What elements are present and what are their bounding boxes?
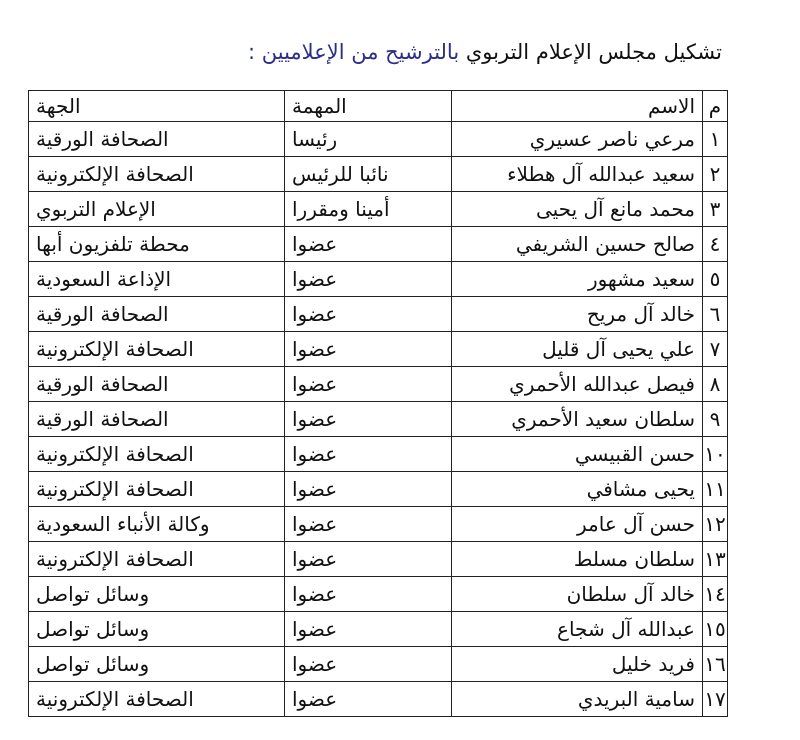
cell-org: الصحافة الإلكترونية bbox=[29, 542, 285, 577]
cell-org: الإعلام التربوي bbox=[29, 192, 285, 227]
table-row bbox=[29, 542, 728, 577]
cell-num: ٤ bbox=[703, 227, 728, 262]
cell-role: أمينا ومقررا bbox=[285, 192, 452, 227]
table-row bbox=[29, 577, 728, 612]
document-title bbox=[248, 40, 722, 64]
cell-role: عضوا bbox=[285, 577, 452, 612]
cell-name: سعيد مشهور bbox=[452, 262, 703, 297]
table-header-row bbox=[29, 91, 728, 122]
cell-name: حسن آل عامر bbox=[452, 507, 703, 542]
cell-num: ٩ bbox=[703, 402, 728, 437]
cell-name: سعيد عبدالله آل هطلاء bbox=[452, 157, 703, 192]
header-name: الاسم bbox=[452, 91, 703, 122]
cell-org: الصحافة الورقية bbox=[29, 402, 285, 437]
cell-num: ١٥ bbox=[703, 612, 728, 647]
cell-role: عضوا bbox=[285, 332, 452, 367]
cell-name: سلطان سعيد الأحمري bbox=[452, 402, 703, 437]
cell-num: ٢ bbox=[703, 157, 728, 192]
table-row bbox=[29, 402, 728, 437]
cell-name: عبدالله آل شجاع bbox=[452, 612, 703, 647]
cell-role: عضوا bbox=[285, 402, 452, 437]
cell-num: ٧ bbox=[703, 332, 728, 367]
cell-org: الصحافة الإلكترونية bbox=[29, 437, 285, 472]
title-highlight: بالترشيح من الإعلاميين : bbox=[248, 40, 466, 64]
cell-name: خالد آل مريح bbox=[452, 297, 703, 332]
cell-org: الصحافة الإلكترونية bbox=[29, 157, 285, 192]
cell-role: نائبا للرئيس bbox=[285, 157, 452, 192]
cell-role: عضوا bbox=[285, 437, 452, 472]
cell-org: محطة تلفزيون أبها bbox=[29, 227, 285, 262]
title-plain: تشكيل مجلس الإعلام التربوي bbox=[465, 40, 722, 64]
cell-role: عضوا bbox=[285, 262, 452, 297]
cell-org: الصحافة الإلكترونية bbox=[29, 332, 285, 367]
table-row bbox=[29, 227, 728, 262]
cell-name: فريد خليل bbox=[452, 647, 703, 682]
cell-role: عضوا bbox=[285, 367, 452, 402]
cell-name: فيصل عبدالله الأحمري bbox=[452, 367, 703, 402]
cell-num: ١٦ bbox=[703, 647, 728, 682]
cell-num: ١٧ bbox=[703, 682, 728, 717]
cell-role: عضوا bbox=[285, 227, 452, 262]
cell-role: عضوا bbox=[285, 507, 452, 542]
cell-name: محمد مانع آل يحيى bbox=[452, 192, 703, 227]
table-row bbox=[29, 297, 728, 332]
cell-name: علي يحيى آل قليل bbox=[452, 332, 703, 367]
cell-role: عضوا bbox=[285, 612, 452, 647]
table-row bbox=[29, 367, 728, 402]
table-row bbox=[29, 472, 728, 507]
cell-num: ٥ bbox=[703, 262, 728, 297]
table-row bbox=[29, 612, 728, 647]
cell-num: ١٢ bbox=[703, 507, 728, 542]
table-row bbox=[29, 507, 728, 542]
cell-num: ٨ bbox=[703, 367, 728, 402]
cell-org: الصحافة الإلكترونية bbox=[29, 472, 285, 507]
cell-org: وكالة الأنباء السعودية bbox=[29, 507, 285, 542]
cell-name: خالد آل سلطان bbox=[452, 577, 703, 612]
council-members-table bbox=[28, 90, 728, 717]
cell-num: ١١ bbox=[703, 472, 728, 507]
cell-org: الصحافة الورقية bbox=[29, 367, 285, 402]
cell-role: عضوا bbox=[285, 472, 452, 507]
cell-name: يحيى مشافي bbox=[452, 472, 703, 507]
cell-name: سامية البريدي bbox=[452, 682, 703, 717]
table-row bbox=[29, 682, 728, 717]
cell-num: ١٣ bbox=[703, 542, 728, 577]
cell-num: ١٠ bbox=[703, 437, 728, 472]
cell-org: وسائل تواصل bbox=[29, 647, 285, 682]
cell-org: الإذاعة السعودية bbox=[29, 262, 285, 297]
cell-num: ١ bbox=[703, 122, 728, 157]
cell-org: وسائل تواصل bbox=[29, 612, 285, 647]
table-row bbox=[29, 122, 728, 157]
cell-role: رئيسا bbox=[285, 122, 452, 157]
cell-num: ١٤ bbox=[703, 577, 728, 612]
cell-role: عضوا bbox=[285, 682, 452, 717]
cell-name: صالح حسين الشريفي bbox=[452, 227, 703, 262]
header-num: م bbox=[703, 91, 728, 122]
cell-org: الصحافة الورقية bbox=[29, 297, 285, 332]
cell-org: وسائل تواصل bbox=[29, 577, 285, 612]
table-row bbox=[29, 192, 728, 227]
cell-role: عضوا bbox=[285, 542, 452, 577]
cell-name: سلطان مسلط bbox=[452, 542, 703, 577]
cell-num: ٦ bbox=[703, 297, 728, 332]
cell-name: مرعي ناصر عسيري bbox=[452, 122, 703, 157]
cell-name: حسن القبيسي bbox=[452, 437, 703, 472]
header-org: الجهة bbox=[29, 91, 285, 122]
cell-org: الصحافة الإلكترونية bbox=[29, 682, 285, 717]
table-row bbox=[29, 157, 728, 192]
header-role: المهمة bbox=[285, 91, 452, 122]
cell-org: الصحافة الورقية bbox=[29, 122, 285, 157]
cell-role: عضوا bbox=[285, 647, 452, 682]
table-row bbox=[29, 647, 728, 682]
table-row bbox=[29, 262, 728, 297]
cell-role: عضوا bbox=[285, 297, 452, 332]
cell-num: ٣ bbox=[703, 192, 728, 227]
table-row bbox=[29, 332, 728, 367]
table-row bbox=[29, 437, 728, 472]
